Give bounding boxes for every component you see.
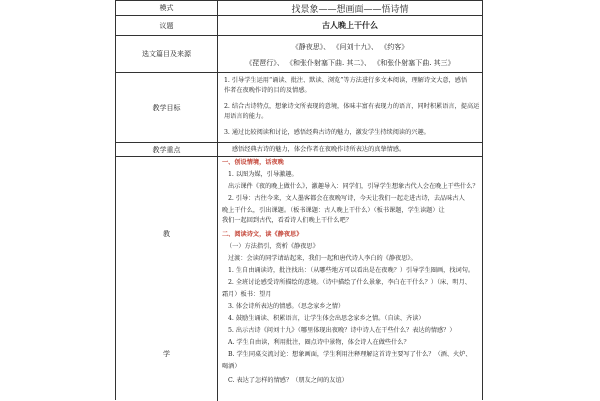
sources-cell (218, 36, 482, 72)
sources-row (116, 36, 482, 73)
process-line: 4. 鼓励生诵读、积累语言，让学生体会出思念家乡之情。（自读、齐读） (228, 315, 425, 322)
process-row (116, 157, 482, 401)
process-line: 5. 出示古诗《问刘十九》（哪里体现出夜晚？诗中诗人在干些什么？表达的情感？） (228, 327, 456, 334)
process-line: 2. 全班讨论感受诗所描绘的意境。（诗中描绘了什么景象，李白在干什么？）（床、明月、 (228, 279, 471, 286)
keypoints-cell (218, 143, 482, 156)
keypoints-row (116, 143, 482, 157)
goal-line: 作者在夜晚作诗的目的及情感。 (224, 87, 311, 94)
process-line: 出示课件《夜的晚上做什么》，激趣导入：同学们，引导学生想象古代人会在晚上干些什么？ (228, 183, 479, 190)
mode-label: 模式 (116, 1, 218, 15)
keypoints-value: 感悟经典古诗的魅力，体会作者在夜晚作诗所表达的真挚情感。 (232, 146, 406, 153)
sources-label: 选文篇目及来源 (116, 36, 218, 72)
process-line: 一、创设情境，话夜晚 (222, 159, 284, 166)
keypoints-label: 教学重点 (116, 143, 218, 156)
process-line: 3. 体会诗所表达的情感。（思念家乡之情） (228, 303, 345, 310)
mode-value: 找景象——想画面——悟诗情 (291, 4, 409, 15)
source-item: 《和张仆射塞下曲. 其二》 (286, 59, 364, 67)
mode-row (116, 1, 482, 16)
process-line: A. 学生自由读，利用批注，圈点诗中景物，体会诗人在做些什么？ (228, 339, 410, 346)
process-line: 晚上干什么，引出课题。（板书课题：古人晚上干什么）（板书课题，学生读题）让 (222, 207, 445, 214)
process-line: 喝酒） (222, 363, 241, 370)
source-item: 《约客》 (380, 43, 409, 51)
goals-label: 教学目标 (116, 73, 218, 142)
lesson-plan-table (115, 0, 483, 400)
goal-line: 1. 引导学生运用“诵读、批注、默读、浏览”等方法进行多文本阅读，理解诗文大意，感悟 (224, 77, 468, 84)
process-line: 霜月）板书：望月 (222, 291, 272, 298)
process-line: 1. 以图为媒，引导激趣。 (228, 171, 298, 178)
topic-row (116, 16, 482, 36)
goal-line: 3. 通过比较阅读和讨论，感悟经典古诗的魅力，激发学生持续阅读的兴趣。 (224, 129, 430, 136)
mode-value-cell (218, 1, 482, 15)
topic-value: 古人晚上干什么 (322, 20, 378, 30)
process-line: （一）方法指引，赏析《静夜思》 (226, 243, 319, 250)
process-line: 过渡：会读的同学请站起来，我们一起和唐代诗人李白的《静夜思》。 (228, 255, 417, 262)
process-label-top: 教 (163, 230, 170, 238)
process-label-bottom: 学 (163, 350, 170, 358)
process-line: 二、阅读诗文，读《静夜思》 (222, 231, 303, 238)
topic-label: 议题 (116, 16, 218, 35)
sources-line-1: 《静夜思》、 《问刘十九》、 《约客》 (291, 43, 409, 51)
process-line: C. 表达了怎样的情感？（朋友之间的友谊） (228, 377, 348, 384)
goals-row (116, 73, 482, 143)
process-label-cell (116, 157, 218, 401)
goal-line: 用语言的能力。 (224, 113, 268, 120)
source-item: 《和张仆射塞下曲. 其三》 (373, 59, 455, 67)
sources-line-2: 《琵琶行》、 《和张仆射塞下曲. 其二》、 《和张仆射塞下曲. 其三》 (245, 59, 455, 67)
process-line: 2. 引导：古往今来，文人墨客都会在夜晚写诗，今天让我们一起走进古诗，去品味古人 (228, 195, 465, 202)
source-item: 《问刘十九》 (332, 43, 371, 51)
source-item: 《静夜思》 (291, 43, 324, 51)
goal-line: 2. 结合古诗特点，想象诗文所表现的意境，体味丰富有表现力的语言，同时积累语言，提高运 (224, 103, 480, 110)
source-item: 《琵琶行》 (245, 59, 277, 67)
topic-value-cell (218, 16, 482, 35)
process-content (218, 157, 482, 401)
process-line: 我们一起回到古代，看看诗人们晚上干什么吧？ (222, 217, 352, 224)
process-line: B. 学生同桌交流讨论：想象画面，学生利用注释理解这首诗主要写了什么？（酒、火炉、 (228, 351, 472, 358)
process-line: 1. 生自由诵读诗，批注找出：（从哪些地方可以看出是在夜晚？）引导学生圈画，找词句。 (228, 267, 475, 274)
goals-cell (218, 73, 482, 142)
